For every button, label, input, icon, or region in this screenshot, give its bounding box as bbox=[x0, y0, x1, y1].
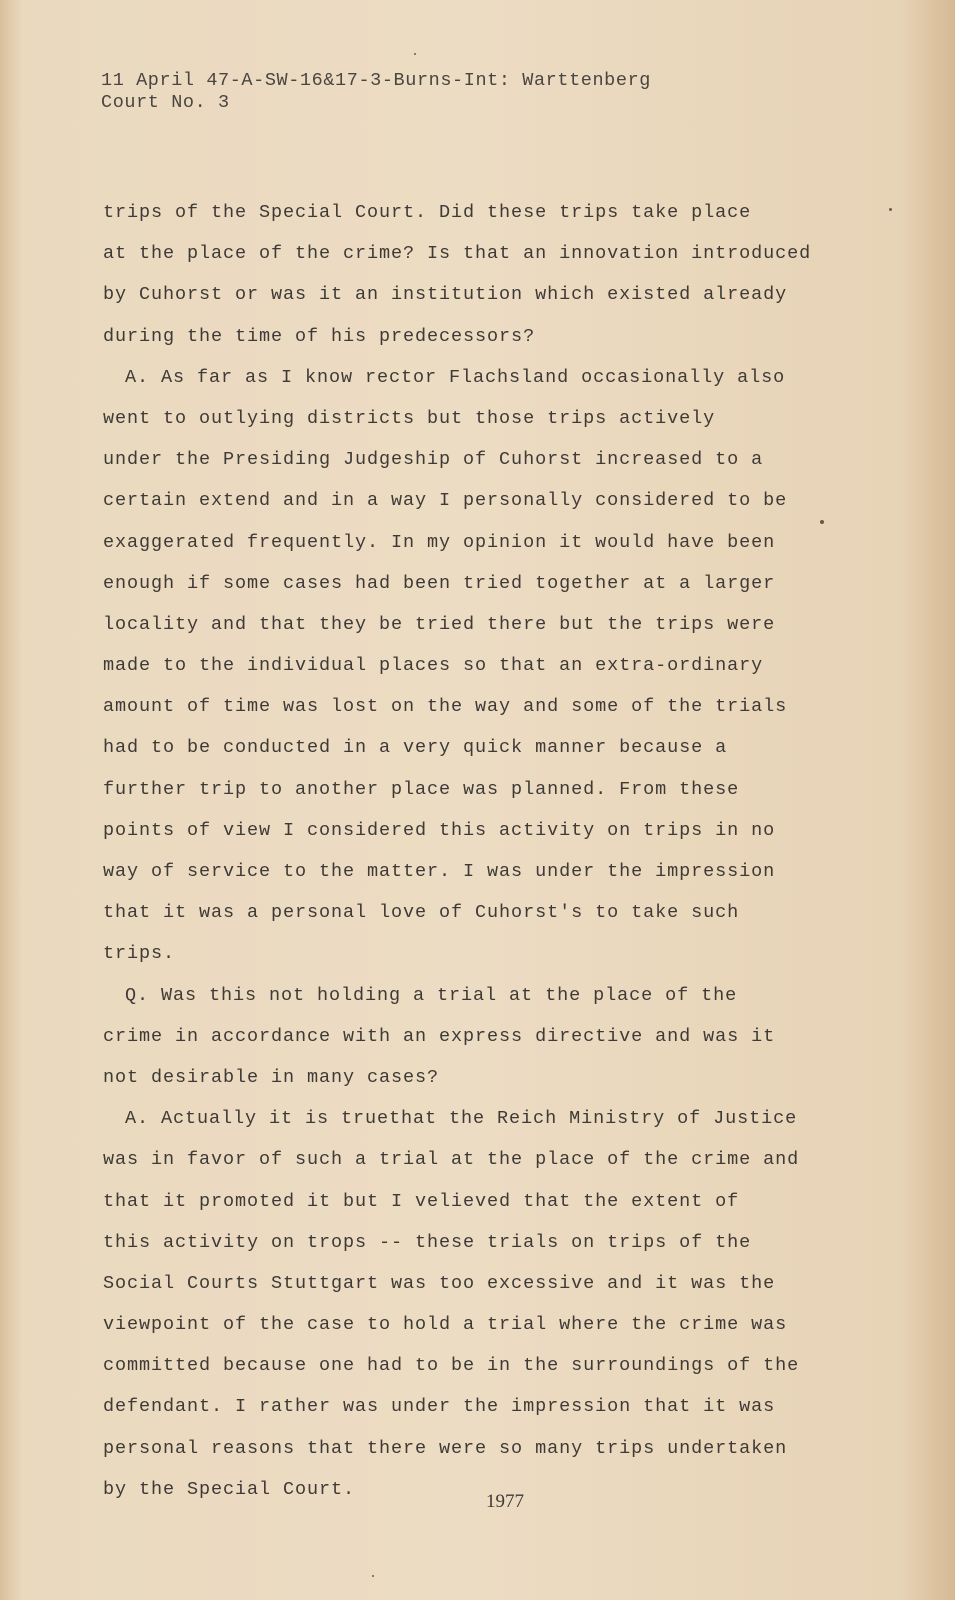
transcript-line: enough if some cases had been tried together at a larger bbox=[103, 572, 776, 594]
transcript-line: way of service to the matter. I was under the impression bbox=[103, 861, 776, 882]
transcript-line: crime in accordance with an express directive and was it bbox=[103, 1025, 776, 1047]
header-reference-line: 11 April 47-A-SW-16&17-3-Burns-Int: Warttenberg bbox=[101, 70, 651, 91]
transcript-line: points of view I considered this activity on trips in no bbox=[103, 819, 776, 841]
transcript-line: exaggerated frequently. In my opinion it would have been bbox=[103, 531, 776, 553]
transcript-line: by the Special Court. bbox=[103, 1478, 356, 1500]
header-court-line: Court No. 3 bbox=[101, 92, 230, 113]
transcript-line: was in favor of such a trial at the place of the crime and bbox=[103, 1149, 800, 1171]
transcript-line: A. Actually it is truethat the Reich Ministry of Justice bbox=[125, 1108, 798, 1130]
transcript-line: by Cuhorst or was it an institution which existed already bbox=[103, 284, 788, 306]
transcript-line: during the time of his predecessors? bbox=[103, 325, 536, 347]
transcript-line: viewpoint of the case to hold a trial where the crime was bbox=[103, 1314, 788, 1336]
transcript-line: committed because one had to be in the surroundings of the bbox=[103, 1355, 800, 1377]
transcript-line: that it was a personal love of Cuhorst's to take such bbox=[103, 902, 740, 924]
transcript-line: went to outlying districts but those trips actively bbox=[103, 407, 716, 429]
document-header bbox=[101, 70, 651, 114]
transcript-line: made to the individual places so that an extra-ordinary bbox=[103, 655, 764, 677]
transcript-line: certain extend and in a way I personally considered to be bbox=[103, 490, 788, 512]
transcript-line: defendant. I rather was under the impression that it was bbox=[103, 1396, 776, 1418]
transcript-line: under the Presiding Judgeship of Cuhorst increased to a bbox=[103, 449, 764, 471]
transcript-body bbox=[103, 192, 843, 1510]
transcript-line: had to be conducted in a very quick manner because a bbox=[103, 737, 728, 759]
transcript-line: trips of the Special Court. Did these trips take place bbox=[103, 202, 752, 223]
paper-speck bbox=[889, 208, 892, 211]
paper-speck bbox=[372, 1575, 374, 1577]
transcript-line: further trip to another place was planned. From these bbox=[103, 778, 740, 800]
transcript-line: that it promoted it but I velieved that the extent of bbox=[103, 1190, 740, 1212]
transcript-line: trips. bbox=[103, 943, 176, 965]
transcript-line: Social Courts Stuttgart was too excessive and it was the bbox=[103, 1272, 776, 1294]
paper-speck bbox=[820, 520, 824, 524]
page-number: 1977 bbox=[486, 1491, 524, 1512]
transcript-line: at the place of the crime? Is that an innovation introduced bbox=[103, 243, 812, 265]
transcript-line: not desirable in many cases? bbox=[103, 1066, 440, 1088]
transcript-line: A. As far as I know rector Flachsland occasionally also bbox=[125, 366, 786, 388]
transcript-line: personal reasons that there were so many trips undertaken bbox=[103, 1437, 788, 1459]
transcript-line: locality and that they be tried there but the trips were bbox=[103, 613, 776, 635]
transcript-line: this activity on trops -- these trials on trips of the bbox=[103, 1231, 752, 1253]
transcript-line: Q. Was this not holding a trial at the place of the bbox=[125, 984, 738, 1006]
paper-speck bbox=[414, 53, 416, 55]
transcript-line: amount of time was lost on the way and some of the trials bbox=[103, 696, 788, 718]
